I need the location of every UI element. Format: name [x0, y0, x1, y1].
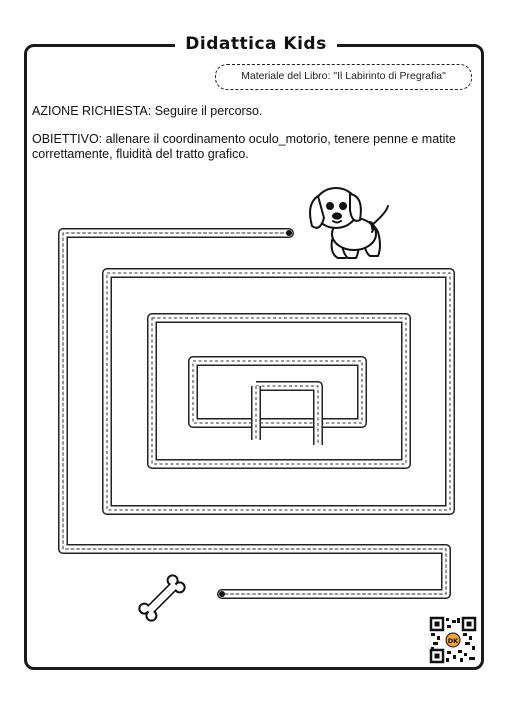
goal-text: OBIETTIVO: allenare il coordinamento oculo_motorio, tenere penne e matite correttamente, fluidità del tratto grafico.	[32, 132, 456, 161]
maze-spiral[interactable]	[107, 273, 450, 510]
qr-code-icon	[431, 618, 475, 662]
puppy-icon	[310, 188, 388, 258]
maze-start-dot	[286, 230, 292, 236]
qr-badge-text: DK	[447, 637, 459, 645]
bone-icon	[137, 573, 186, 622]
brand-logo: Didattica Kids	[175, 34, 336, 54]
action-text: AZIONE RICHIESTA: Seguire il percorso.	[32, 104, 263, 118]
source-badge: Materiale del Libro: "Il Labirinto di Pregrafia"	[215, 64, 472, 90]
maze-end-dot	[219, 591, 225, 597]
